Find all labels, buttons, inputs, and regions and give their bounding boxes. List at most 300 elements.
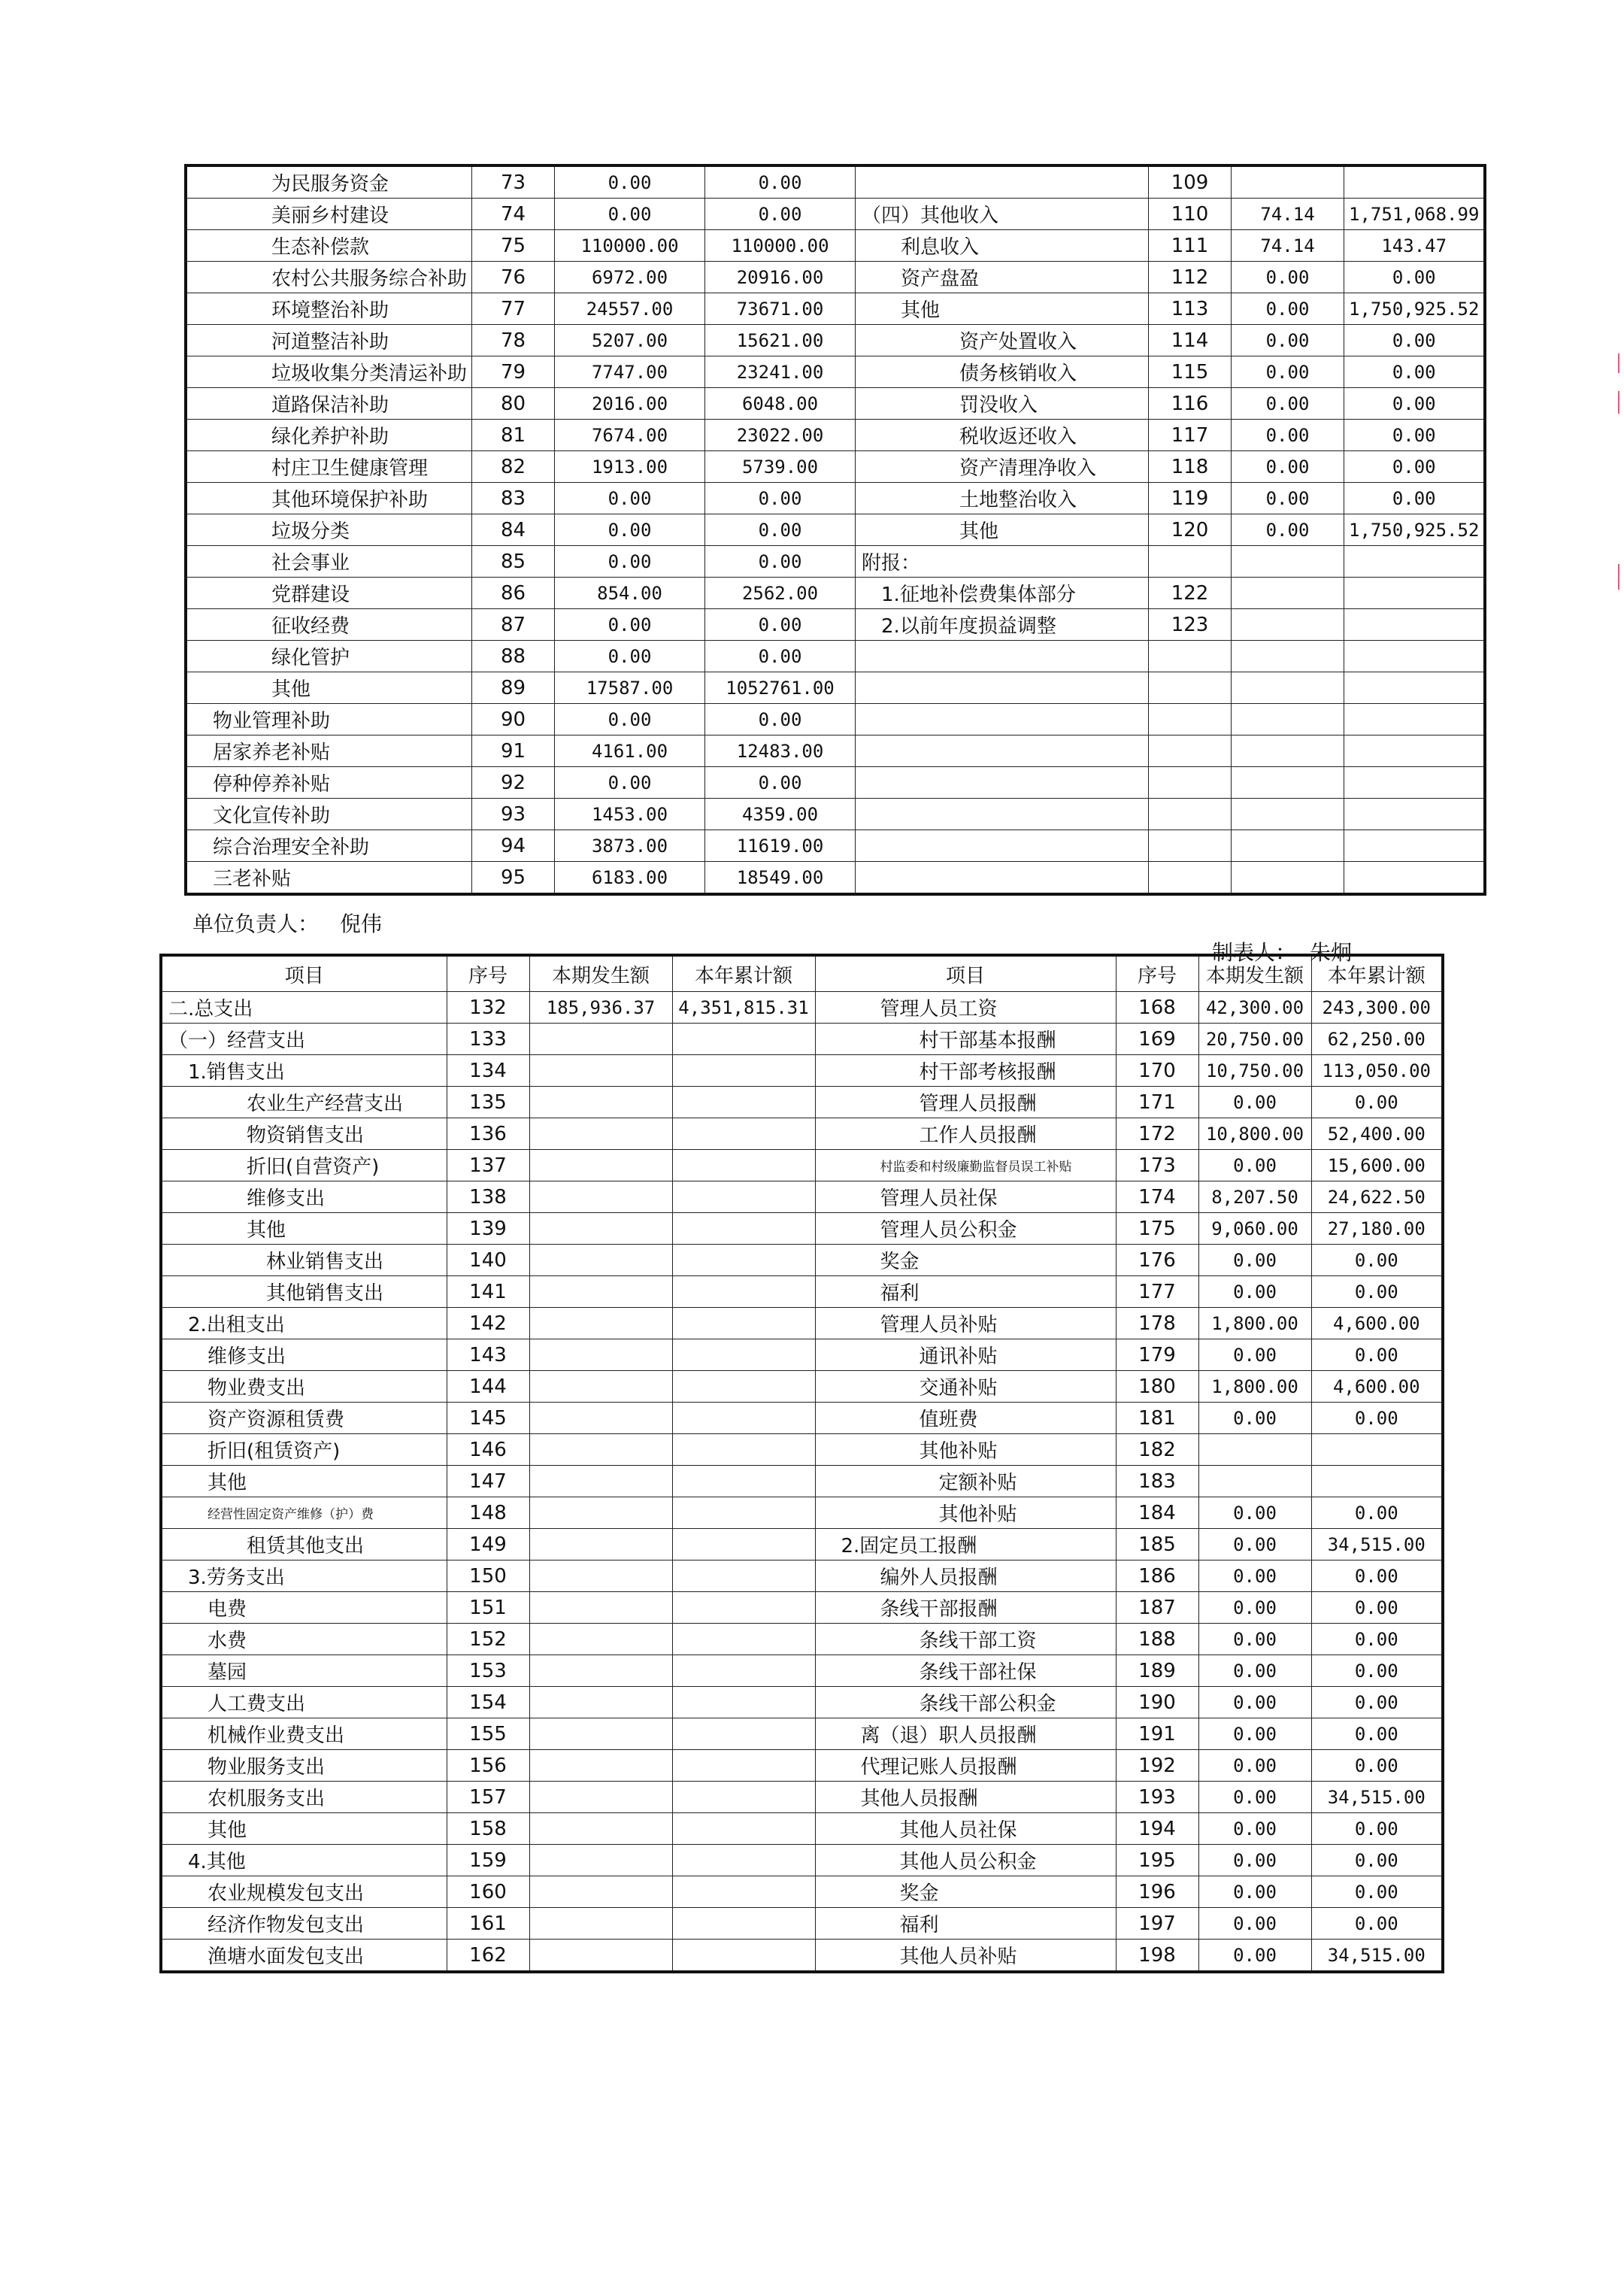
- table-row: [161, 1560, 1443, 1592]
- current-amount-cell-right: 74.14: [1232, 199, 1344, 230]
- seq-cell: 132: [447, 992, 529, 1024]
- item-cell: 维修支出: [161, 1339, 447, 1371]
- seq-cell: 160: [447, 1876, 529, 1908]
- table-row: [161, 1276, 1443, 1308]
- table-row: [161, 1055, 1443, 1087]
- item-cell: 1.销售支出: [161, 1055, 447, 1087]
- seq-cell: 158: [447, 1813, 529, 1845]
- item-cell-right: 2.以前年度损益调整: [856, 609, 1149, 641]
- ytd-amount-cell-right: 0.00: [1311, 1750, 1443, 1782]
- ytd-amount-cell: 0.00: [705, 546, 856, 578]
- seq-cell: 137: [447, 1150, 529, 1181]
- item-cell: 二.总支出: [161, 992, 447, 1024]
- item-cell: 河道整洁补助: [186, 325, 472, 356]
- ytd-amount-cell-right: [1344, 704, 1486, 736]
- ytd-amount-cell-right: 0.00: [1344, 325, 1486, 356]
- table-row: [161, 1087, 1443, 1118]
- expense-table-body: [161, 992, 1443, 1973]
- current-amount-cell: 24557.00: [555, 293, 705, 325]
- current-amount-cell-right: 0.00: [1232, 514, 1344, 546]
- seq-cell: 82: [472, 451, 555, 483]
- current-amount-cell: 0.00: [555, 641, 705, 672]
- ytd-amount-cell-right: 0.00: [1311, 1655, 1443, 1687]
- current-amount-cell-right: 0.00: [1198, 1403, 1311, 1434]
- seq-cell: 146: [447, 1434, 529, 1466]
- ytd-amount-cell: 0.00: [705, 641, 856, 672]
- item-cell: 停种停养补贴: [186, 767, 472, 799]
- ytd-amount-cell-right: 0.00: [1311, 1339, 1443, 1371]
- ytd-amount-cell-right: 0.00: [1311, 1876, 1443, 1908]
- item-cell-right: [856, 672, 1149, 704]
- current-amount-cell: 0.00: [555, 546, 705, 578]
- current-amount-cell-right: 0.00: [1198, 1150, 1311, 1181]
- preparer-name: 朱炯: [1310, 940, 1353, 965]
- current-amount-cell-right: [1232, 672, 1344, 704]
- seq-cell-right: 173: [1116, 1150, 1198, 1181]
- seq-cell: 92: [472, 767, 555, 799]
- ytd-amount-cell: [672, 1055, 815, 1087]
- seq-cell-right: 117: [1149, 420, 1232, 451]
- ytd-amount-cell-right: [1344, 767, 1486, 799]
- table-row: [186, 672, 1485, 704]
- item-cell: 为民服务资金: [186, 165, 472, 199]
- item-cell-right: 其他: [856, 514, 1149, 546]
- ytd-amount-cell: [672, 1024, 815, 1055]
- ytd-amount-cell: 18549.00: [705, 862, 856, 895]
- current-amount-cell: 185,936.37: [529, 992, 672, 1024]
- current-amount-cell-right: 0.00: [1198, 1497, 1311, 1529]
- seq-cell: 151: [447, 1592, 529, 1624]
- ytd-amount-cell-right: 0.00: [1311, 1592, 1443, 1624]
- header-item-right: 项目: [815, 955, 1116, 992]
- item-cell: 其他: [161, 1813, 447, 1845]
- current-amount-cell: 5207.00: [555, 325, 705, 356]
- item-cell-right: [856, 736, 1149, 767]
- table-row: [186, 451, 1485, 483]
- current-amount-cell-right: 0.00: [1198, 1624, 1311, 1655]
- table-row: [186, 199, 1485, 230]
- current-amount-cell: [529, 1876, 672, 1908]
- ytd-amount-cell: 20916.00: [705, 262, 856, 293]
- current-amount-cell-right: 74.14: [1232, 230, 1344, 262]
- seq-cell-right: [1149, 736, 1232, 767]
- seq-cell-right: 110: [1149, 199, 1232, 230]
- table-row: [186, 736, 1485, 767]
- table-row: [161, 1529, 1443, 1560]
- ytd-amount-cell-right: 0.00: [1311, 1497, 1443, 1529]
- unit-leader-name: 倪伟: [340, 911, 383, 936]
- ytd-amount-cell-right: 0.00: [1344, 356, 1486, 388]
- item-cell: 环境整治补助: [186, 293, 472, 325]
- expense-table-lower: [159, 954, 1444, 1973]
- table-row: [161, 1782, 1443, 1813]
- ytd-amount-cell: 23022.00: [705, 420, 856, 451]
- item-cell: 党群建设: [186, 578, 472, 609]
- ytd-amount-cell-right: [1344, 546, 1486, 578]
- item-cell: 综合治理安全补助: [186, 830, 472, 862]
- ytd-amount-cell-right: 0.00: [1311, 1908, 1443, 1940]
- item-cell-right: 其他: [856, 293, 1149, 325]
- item-cell-right: [856, 767, 1149, 799]
- item-cell: 3.劳务支出: [161, 1560, 447, 1592]
- table-row: [161, 1339, 1443, 1371]
- current-amount-cell-right: 0.00: [1198, 1276, 1311, 1308]
- ytd-amount-cell-right: [1344, 736, 1486, 767]
- item-cell: 人工费支出: [161, 1687, 447, 1718]
- table-row: [161, 1371, 1443, 1403]
- seq-cell-right: 189: [1116, 1655, 1198, 1687]
- table-row: [186, 704, 1485, 736]
- item-cell-right: 工作人员报酬: [815, 1118, 1116, 1150]
- current-amount-cell: 7747.00: [555, 356, 705, 388]
- item-cell: 水费: [161, 1624, 447, 1655]
- ytd-amount-cell-right: 15,600.00: [1311, 1150, 1443, 1181]
- table-row: [161, 1687, 1443, 1718]
- ytd-amount-cell: 2562.00: [705, 578, 856, 609]
- current-amount-cell: [529, 1782, 672, 1813]
- current-amount-cell: [529, 1687, 672, 1718]
- seq-cell-right: 115: [1149, 356, 1232, 388]
- table-row: [161, 1497, 1443, 1529]
- table-row: [186, 420, 1485, 451]
- ytd-amount-cell-right: 27,180.00: [1311, 1213, 1443, 1245]
- item-cell: 垃圾收集分类清运补助: [186, 356, 472, 388]
- seq-cell-right: [1149, 704, 1232, 736]
- item-cell: 电费: [161, 1592, 447, 1624]
- item-cell: 其他: [186, 672, 472, 704]
- item-cell-right: 村干部考核报酬: [815, 1055, 1116, 1087]
- ytd-amount-cell-right: [1344, 578, 1486, 609]
- seq-cell-right: 172: [1116, 1118, 1198, 1150]
- current-amount-cell-right: 9,060.00: [1198, 1213, 1311, 1245]
- seq-cell: 147: [447, 1466, 529, 1497]
- current-amount-cell: [529, 1908, 672, 1940]
- current-amount-cell: [529, 1403, 672, 1434]
- seq-cell: 136: [447, 1118, 529, 1150]
- table-row: [161, 1750, 1443, 1782]
- current-amount-cell-right: 10,800.00: [1198, 1118, 1311, 1150]
- current-amount-cell: 17587.00: [555, 672, 705, 704]
- scan-artifact: [1610, 391, 1619, 414]
- ytd-amount-cell: [672, 1560, 815, 1592]
- current-amount-cell-right: 0.00: [1232, 293, 1344, 325]
- ytd-amount-cell-right: 0.00: [1311, 1687, 1443, 1718]
- item-cell-right: 管理人员工资: [815, 992, 1116, 1024]
- ytd-amount-cell: [672, 1497, 815, 1529]
- seq-cell: 161: [447, 1908, 529, 1940]
- unit-leader-signature: [192, 908, 382, 938]
- item-cell: 道路保洁补助: [186, 388, 472, 420]
- ytd-amount-cell-right: 0.00: [1344, 420, 1486, 451]
- table-row: [161, 1655, 1443, 1687]
- current-amount-cell: 0.00: [555, 514, 705, 546]
- item-cell: 村庄卫生健康管理: [186, 451, 472, 483]
- current-amount-cell-right: [1198, 1434, 1311, 1466]
- current-amount-cell: 0.00: [555, 704, 705, 736]
- item-cell-right: 其他补贴: [815, 1434, 1116, 1466]
- current-amount-cell: [529, 1813, 672, 1845]
- seq-cell-right: 190: [1116, 1687, 1198, 1718]
- item-cell-right: 村干部基本报酬: [815, 1024, 1116, 1055]
- seq-cell-right: 122: [1149, 578, 1232, 609]
- ytd-amount-cell-right: 0.00: [1344, 451, 1486, 483]
- item-cell: 文化宣传补助: [186, 799, 472, 830]
- ytd-amount-cell: [672, 1181, 815, 1213]
- seq-cell-right: 112: [1149, 262, 1232, 293]
- current-amount-cell-right: 0.00: [1198, 1940, 1311, 1973]
- seq-cell-right: 118: [1149, 451, 1232, 483]
- income-table-body: [186, 165, 1485, 894]
- ytd-amount-cell-right: 0.00: [1311, 1403, 1443, 1434]
- ytd-amount-cell-right: [1344, 830, 1486, 862]
- seq-cell: 87: [472, 609, 555, 641]
- current-amount-cell: 0.00: [555, 609, 705, 641]
- table-header-row: [161, 955, 1443, 992]
- ytd-amount-cell-right: 52,400.00: [1311, 1118, 1443, 1150]
- current-amount-cell-right: 1,800.00: [1198, 1371, 1311, 1403]
- item-cell-right: 资产盘盈: [856, 262, 1149, 293]
- seq-cell: 154: [447, 1687, 529, 1718]
- current-amount-cell-right: 0.00: [1198, 1813, 1311, 1845]
- item-cell-right: （四）其他收入: [856, 199, 1149, 230]
- ytd-amount-cell-right: 0.00: [1311, 1845, 1443, 1876]
- table-row: [161, 1150, 1443, 1181]
- ytd-amount-cell-right: 0.00: [1344, 262, 1486, 293]
- item-cell: 绿化管护: [186, 641, 472, 672]
- current-amount-cell-right: 0.00: [1232, 420, 1344, 451]
- table-row: [161, 1118, 1443, 1150]
- table-row: [161, 1434, 1443, 1466]
- ytd-amount-cell: 0.00: [705, 165, 856, 199]
- current-amount-cell: [529, 1529, 672, 1560]
- ytd-amount-cell: 15621.00: [705, 325, 856, 356]
- table-row: [186, 483, 1485, 514]
- ytd-amount-cell: [672, 1245, 815, 1276]
- item-cell: 维修支出: [161, 1181, 447, 1213]
- ytd-amount-cell-right: 0.00: [1344, 388, 1486, 420]
- current-amount-cell-right: [1198, 1466, 1311, 1497]
- ytd-amount-cell: 110000.00: [705, 230, 856, 262]
- ytd-amount-cell: [672, 1213, 815, 1245]
- item-cell: 绿化养护补助: [186, 420, 472, 451]
- seq-cell-right: 182: [1116, 1434, 1198, 1466]
- ytd-amount-cell-right: 0.00: [1311, 1245, 1443, 1276]
- item-cell-right: 税收返还收入: [856, 420, 1149, 451]
- item-cell-right: 奖金: [815, 1876, 1116, 1908]
- current-amount-cell: [529, 1434, 672, 1466]
- ytd-amount-cell: [672, 1718, 815, 1750]
- current-amount-cell-right: [1232, 546, 1344, 578]
- ytd-amount-cell-right: 4,600.00: [1311, 1371, 1443, 1403]
- ytd-amount-cell: 0.00: [705, 483, 856, 514]
- seq-cell: 138: [447, 1181, 529, 1213]
- table-row: [161, 1624, 1443, 1655]
- current-amount-cell-right: 0.00: [1198, 1245, 1311, 1276]
- current-amount-cell-right: 0.00: [1198, 1560, 1311, 1592]
- table-row: [186, 388, 1485, 420]
- current-amount-cell-right: [1232, 799, 1344, 830]
- seq-cell-right: 195: [1116, 1845, 1198, 1876]
- table-row: [186, 262, 1485, 293]
- ytd-amount-cell-right: [1344, 641, 1486, 672]
- current-amount-cell-right: 0.00: [1198, 1908, 1311, 1940]
- seq-cell: 77: [472, 293, 555, 325]
- item-cell-right: 其他补贴: [815, 1497, 1116, 1529]
- current-amount-cell: [529, 1276, 672, 1308]
- item-cell-right: 值班费: [815, 1403, 1116, 1434]
- item-cell: 物业费支出: [161, 1371, 447, 1403]
- ytd-amount-cell-right: 113,050.00: [1311, 1055, 1443, 1087]
- ytd-amount-cell-right: 24,622.50: [1311, 1181, 1443, 1213]
- ytd-amount-cell: [672, 1687, 815, 1718]
- current-amount-cell: [529, 1592, 672, 1624]
- current-amount-cell: 4161.00: [555, 736, 705, 767]
- seq-cell: 140: [447, 1245, 529, 1276]
- current-amount-cell: [529, 1150, 672, 1181]
- item-cell-right: 罚没收入: [856, 388, 1149, 420]
- seq-cell-right: 170: [1116, 1055, 1198, 1087]
- seq-cell-right: 120: [1149, 514, 1232, 546]
- unit-leader-label: 单位负责人：: [192, 911, 320, 936]
- ytd-amount-cell-right: 1,751,068.99: [1344, 199, 1486, 230]
- seq-cell-right: 188: [1116, 1624, 1198, 1655]
- seq-cell: 84: [472, 514, 555, 546]
- current-amount-cell-right: 0.00: [1232, 356, 1344, 388]
- table-row: [161, 992, 1443, 1024]
- item-cell-right: 离（退）职人员报酬: [815, 1718, 1116, 1750]
- seq-cell: 90: [472, 704, 555, 736]
- item-cell: 折旧(自营资产): [161, 1150, 447, 1181]
- ytd-amount-cell-right: 243,300.00: [1311, 992, 1443, 1024]
- item-cell-right: [856, 704, 1149, 736]
- header-ytd: 本年累计额: [672, 955, 815, 992]
- current-amount-cell-right: [1232, 767, 1344, 799]
- current-amount-cell: 1913.00: [555, 451, 705, 483]
- table-row: [161, 1181, 1443, 1213]
- seq-cell: 135: [447, 1087, 529, 1118]
- current-amount-cell: 6972.00: [555, 262, 705, 293]
- seq-cell: 80: [472, 388, 555, 420]
- current-amount-cell: 0.00: [555, 199, 705, 230]
- current-amount-cell: 854.00: [555, 578, 705, 609]
- table-row: [186, 641, 1485, 672]
- item-cell-right: 通讯补贴: [815, 1339, 1116, 1371]
- ytd-amount-cell-right: 4,600.00: [1311, 1308, 1443, 1339]
- ytd-amount-cell-right: 34,515.00: [1311, 1940, 1443, 1973]
- table-row: [186, 609, 1485, 641]
- ytd-amount-cell-right: [1344, 165, 1486, 199]
- item-cell-right: 交通补贴: [815, 1371, 1116, 1403]
- item-cell-right: 管理人员补贴: [815, 1308, 1116, 1339]
- header-ytd-right: 本年累计额: [1311, 955, 1443, 992]
- seq-cell-right: 179: [1116, 1339, 1198, 1371]
- seq-cell: 94: [472, 830, 555, 862]
- current-amount-cell-right: [1232, 736, 1344, 767]
- current-amount-cell: [529, 1560, 672, 1592]
- current-amount-cell: [529, 1655, 672, 1687]
- current-amount-cell: [529, 1371, 672, 1403]
- current-amount-cell-right: 0.00: [1232, 388, 1344, 420]
- seq-cell-right: 113: [1149, 293, 1232, 325]
- item-cell-right: 资产清理净收入: [856, 451, 1149, 483]
- seq-cell-right: 187: [1116, 1592, 1198, 1624]
- current-amount-cell-right: 0.00: [1198, 1087, 1311, 1118]
- ytd-amount-cell: 73671.00: [705, 293, 856, 325]
- seq-cell-right: [1149, 830, 1232, 862]
- ytd-amount-cell: [672, 1371, 815, 1403]
- seq-cell-right: 171: [1116, 1087, 1198, 1118]
- current-amount-cell: 0.00: [555, 767, 705, 799]
- item-cell-right: 其他人员报酬: [815, 1782, 1116, 1813]
- ytd-amount-cell-right: [1311, 1466, 1443, 1497]
- seq-cell-right: 114: [1149, 325, 1232, 356]
- ytd-amount-cell: [672, 1087, 815, 1118]
- current-amount-cell: 2016.00: [555, 388, 705, 420]
- ytd-amount-cell: 0.00: [705, 704, 856, 736]
- table-row: [186, 546, 1485, 578]
- table-row: [161, 1845, 1443, 1876]
- item-cell-right: [856, 165, 1149, 199]
- table-row: [161, 1940, 1443, 1973]
- ytd-amount-cell: [672, 1908, 815, 1940]
- item-cell-right: 2.固定员工报酬: [815, 1529, 1116, 1560]
- seq-cell-right: 176: [1116, 1245, 1198, 1276]
- seq-cell: 74: [472, 199, 555, 230]
- current-amount-cell-right: 0.00: [1198, 1845, 1311, 1876]
- item-cell-right: [856, 799, 1149, 830]
- ytd-amount-cell: 23241.00: [705, 356, 856, 388]
- current-amount-cell: [529, 1245, 672, 1276]
- header-current-right: 本期发生额: [1198, 955, 1311, 992]
- seq-cell-right: [1149, 799, 1232, 830]
- ytd-amount-cell: 0.00: [705, 199, 856, 230]
- seq-cell: 159: [447, 1845, 529, 1876]
- current-amount-cell-right: 0.00: [1198, 1339, 1311, 1371]
- item-cell-right: 其他人员补贴: [815, 1940, 1116, 1973]
- item-cell: 墓园: [161, 1655, 447, 1687]
- ytd-amount-cell-right: 34,515.00: [1311, 1529, 1443, 1560]
- seq-cell-right: 178: [1116, 1308, 1198, 1339]
- scan-artifact: [1610, 564, 1619, 590]
- seq-cell: 91: [472, 736, 555, 767]
- item-cell-right: 其他人员社保: [815, 1813, 1116, 1845]
- ytd-amount-cell: [672, 1655, 815, 1687]
- current-amount-cell-right: [1232, 641, 1344, 672]
- current-amount-cell-right: 0.00: [1198, 1750, 1311, 1782]
- item-cell: 机械作业费支出: [161, 1718, 447, 1750]
- current-amount-cell: [529, 1118, 672, 1150]
- seq-cell-right: [1149, 672, 1232, 704]
- item-cell: 其他: [161, 1213, 447, 1245]
- seq-cell: 141: [447, 1276, 529, 1308]
- seq-cell: 153: [447, 1655, 529, 1687]
- ytd-amount-cell: [672, 1940, 815, 1973]
- table-row: [161, 1718, 1443, 1750]
- header-seq: 序号: [447, 955, 529, 992]
- ytd-amount-cell-right: 0.00: [1311, 1813, 1443, 1845]
- seq-cell: 89: [472, 672, 555, 704]
- item-cell: 经营性固定资产维修（护）费: [161, 1497, 447, 1529]
- table-row: [186, 325, 1485, 356]
- item-cell-right: [856, 862, 1149, 895]
- item-cell-right: 管理人员公积金: [815, 1213, 1116, 1245]
- seq-cell-right: 194: [1116, 1813, 1198, 1845]
- header-current: 本期发生额: [529, 955, 672, 992]
- current-amount-cell: 110000.00: [555, 230, 705, 262]
- table-row: [161, 1024, 1443, 1055]
- current-amount-cell: 3873.00: [555, 830, 705, 862]
- item-cell: 其他: [161, 1466, 447, 1497]
